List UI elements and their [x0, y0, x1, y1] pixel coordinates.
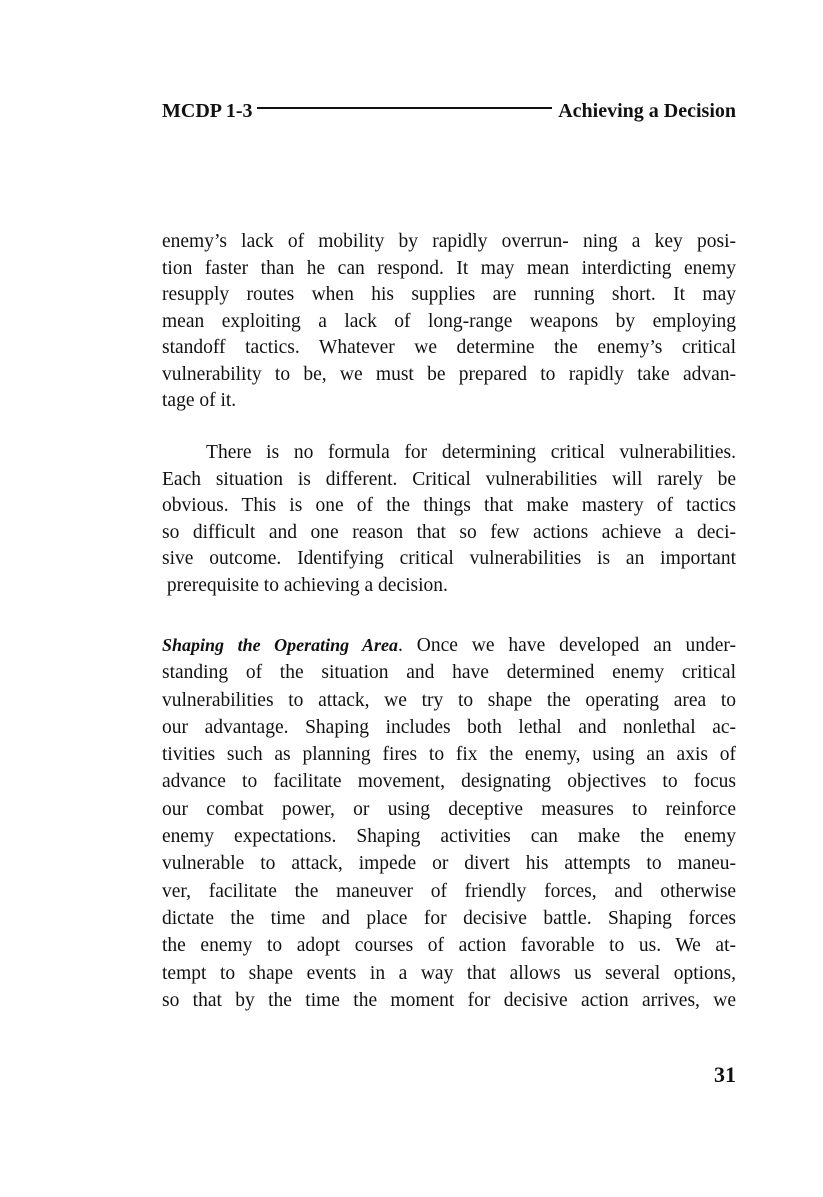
running-header — [162, 100, 736, 123]
paragraph-3 — [162, 632, 736, 1014]
body-line: There is no formula for determining critical vulnerabilities. — [162, 442, 736, 463]
body-line: obvious. This is one of the things that make mastery of tactics — [162, 495, 736, 516]
body-line: standoff tactics. Whatever we determine the enemy’s critical — [162, 337, 736, 358]
body-line: vulnerabilities to attack, we try to shape the operating area to — [162, 689, 736, 711]
paragraph-2 — [162, 440, 736, 599]
body-line: resupply routes when his supplies are running short. It may — [162, 284, 736, 305]
body-line: Each situation is different. Critical vulnerabilities will rarely be — [162, 468, 736, 490]
body-line: our combat power, or using deceptive measures to reinforce — [162, 798, 736, 820]
body-line: prerequisite to achieving a decision. — [162, 574, 448, 596]
body-line: vulnerability to be, we must be prepared to rapidly take advan- — [162, 363, 736, 385]
body-line: enemy expectations. Shaping activities can make the enemy — [162, 826, 736, 848]
body-line: the enemy to adopt courses of action favorable to us. We at- — [162, 935, 736, 957]
paragraph-1 — [162, 229, 736, 415]
body-line: so that by the time the moment for decisive action arrives, we — [162, 989, 736, 1011]
body-line: tage of it. — [162, 390, 237, 411]
body-line: sive outcome. Identifying critical vulnerabilities is an important — [162, 548, 736, 569]
body-line: mean exploiting a lack of long-range weapons by employing — [162, 310, 736, 332]
first-line-rest: . Once we have developed an under- — [397, 635, 737, 656]
body-line: advance to facilitate movement, designating objectives to focus — [162, 771, 736, 793]
body-line: dictate the time and place for decisive battle. Shaping forces — [162, 907, 736, 929]
header-rule — [257, 107, 553, 109]
body-line: enemy’s lack of mobility by rapidly overrun- ning a key posi- — [162, 231, 736, 252]
body-line — [162, 632, 736, 659]
body-line: tion faster than he can respond. It may mean interdicting enemy — [162, 257, 736, 279]
body-line: tempt to shape events in a way that allows us several options, — [162, 962, 736, 984]
run-in-heading: Shaping the Operating Area — [162, 635, 398, 655]
body-line: our advantage. Shaping includes both lethal and nonlethal ac- — [162, 716, 736, 738]
body-line: ver, facilitate the maneuver of friendly forces, and otherwise — [162, 880, 736, 902]
body-line: tivities such as planning fires to fix the enemy, using an axis of — [162, 744, 736, 766]
page-number: 31 — [714, 1062, 736, 1087]
header-publication: MCDP 1-3 — [162, 100, 253, 122]
body-line: so difficult and one reason that so few actions achieve a deci- — [162, 521, 736, 543]
body-line: vulnerable to attack, impede or divert his attempts to maneu- — [162, 853, 736, 875]
header-chapter-title: Achieving a Decision — [558, 100, 736, 122]
body-line: standing of the situation and have determined enemy critical — [162, 662, 736, 684]
